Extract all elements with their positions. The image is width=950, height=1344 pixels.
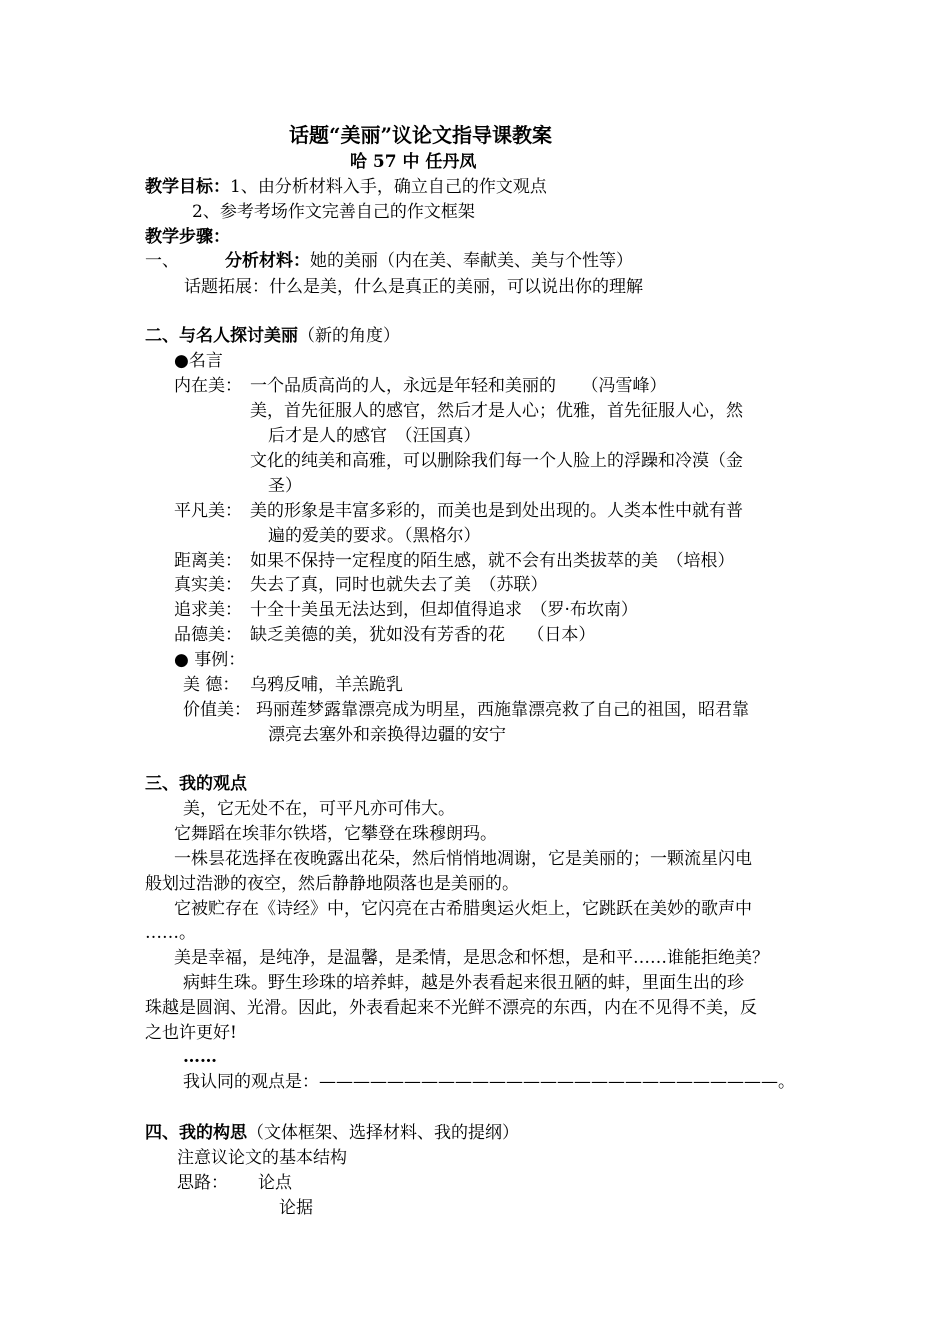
- doc-title: 话题“美丽”议论文指导课教案: [289, 123, 553, 147]
- inner-quote-1: 一个品质高尚的人，永远是年轻和美丽的 （冯雪峰）: [250, 376, 667, 396]
- inner-quote-2b: 后才是人的感官 （汪国真）: [268, 426, 481, 446]
- section1-line: [145, 250, 633, 272]
- thinking-label: 思路：: [177, 1173, 228, 1193]
- thesis-label: 论点: [258, 1173, 292, 1193]
- view-paragraph-6c: 之也许更好!: [145, 1023, 237, 1043]
- pursuit-beauty-label: 追求美：: [174, 600, 242, 620]
- goals-line-1: [145, 176, 547, 198]
- evidence-label: 论据: [279, 1198, 313, 1218]
- view-paragraph-4b: ……。: [145, 923, 196, 943]
- section3-heading: 三、我的观点: [145, 774, 247, 794]
- example-value-text-a: 玛丽莲梦露靠漂亮成为明星，西施靠漂亮救了自己的祖国，昭君靠: [256, 700, 749, 720]
- structure-note: 注意议论文的基本结构: [177, 1148, 347, 1168]
- view-paragraph-6a: 病蚌生珠。野生珍珠的培养蚌，越是外表看起来很丑陋的蚌，里面生出的珍: [183, 973, 744, 993]
- goal-item-2: 2、参考考场作文完善自己的作文框架: [192, 202, 475, 222]
- goal-item-1: 1、由分析材料入手，确立自己的作文观点: [230, 177, 547, 197]
- view-paragraph-6b: 珠越是圆润、光滑。因此，外表看起来不光鲜不漂亮的东西，内在不见得不美，反: [145, 998, 757, 1018]
- example-virtue-text: 乌鸦反哺，羊羔跪乳: [250, 675, 403, 695]
- ordinary-beauty-label: 平凡美：: [174, 501, 242, 521]
- example-value-text-b: 漂亮去塞外和亲换得边疆的安宁: [268, 725, 506, 745]
- example-value-label: 价值美：: [183, 700, 251, 720]
- view-paragraph-5: 美是幸福，是纯净，是温馨，是柔情，是思念和怀想，是和平……谁能拒绝美？: [174, 948, 769, 968]
- view-paragraph-2: 它舞蹈在埃菲尔铁塔，它攀登在珠穆朗玛。: [174, 824, 497, 844]
- pursuit-quote: 十全十美虽无法达到，但却值得追求 （罗·布坎南）: [250, 600, 638, 620]
- view-paragraph-3a: 一株昙花选择在夜晚露出花朵，然后悄悄地凋谢，它是美丽的；一颗流星闪电: [174, 849, 752, 869]
- goals-label: 教学目标：: [145, 177, 230, 197]
- quotes-label: ●名言: [174, 351, 223, 371]
- inner-beauty-label: 内在美：: [174, 376, 242, 396]
- ordinary-quote-b: 遍的爱美的要求。（黑格尔）: [268, 526, 481, 546]
- view-ellipsis: ……: [183, 1047, 217, 1067]
- section4-heading: 四、我的构思: [145, 1123, 247, 1143]
- section1-number: 一、: [145, 251, 179, 271]
- section2-heading: 二、与名人探讨美丽: [145, 326, 298, 346]
- section4-note: （文体框架、选择材料、我的提纲）: [247, 1123, 519, 1143]
- view-paragraph-4a: 它被贮存在《诗经》中，它闪亮在古希腊奥运火炬上，它跳跃在美妙的歌声中: [174, 899, 752, 919]
- author-line: 哈 57 中 任丹凤: [350, 152, 477, 172]
- view-paragraph-3b: 般划过浩渺的夜空，然后静静地陨落也是美丽的。: [145, 874, 519, 894]
- section2-heading-line: [145, 325, 400, 347]
- truth-beauty-label: 真实美：: [174, 575, 242, 595]
- distance-quote: 如果不保持一定程度的陌生感，就不会有出类拔萃的美 （培根）: [250, 551, 735, 571]
- section1-text: 她的美丽（内在美、奉献美、美与个性等）: [310, 251, 633, 271]
- virtue-beauty-label: 品德美：: [174, 625, 242, 645]
- section1-heading: 分析材料：: [225, 251, 310, 271]
- view-paragraph-1: 美，它无处不在，可平凡亦可伟大。: [183, 799, 455, 819]
- inner-quote-3b: 圣）: [268, 476, 302, 496]
- truth-quote: 失去了真，同时也就失去了美 （苏联）: [250, 575, 548, 595]
- section2-note: （新的角度）: [298, 326, 400, 346]
- distance-beauty-label: 距离美：: [174, 551, 242, 571]
- section4-heading-line: [145, 1122, 519, 1144]
- virtue-quote: 缺乏美德的美，犹如没有芳香的花 （日本）: [250, 625, 596, 645]
- inner-quote-3a: 文化的纯美和高雅，可以删除我们每一个人脸上的浮躁和冷漠（金: [250, 451, 743, 471]
- inner-quote-2a: 美，首先征服人的感官，然后才是人心；优雅，首先征服人心，然: [250, 401, 743, 421]
- agree-line: 我认同的观点是：———————————————————————————。: [183, 1072, 795, 1092]
- examples-label: ● 事例：: [174, 650, 246, 670]
- example-virtue-label: 美 德：: [183, 675, 240, 695]
- steps-label: 教学步骤：: [145, 227, 230, 247]
- ordinary-quote-a: 美的形象是丰富多彩的，而美也是到处出现的。人类本性中就有普: [250, 501, 743, 521]
- section1-extension: 话题拓展：什么是美，什么是真正的美丽，可以说出你的理解: [184, 277, 643, 297]
